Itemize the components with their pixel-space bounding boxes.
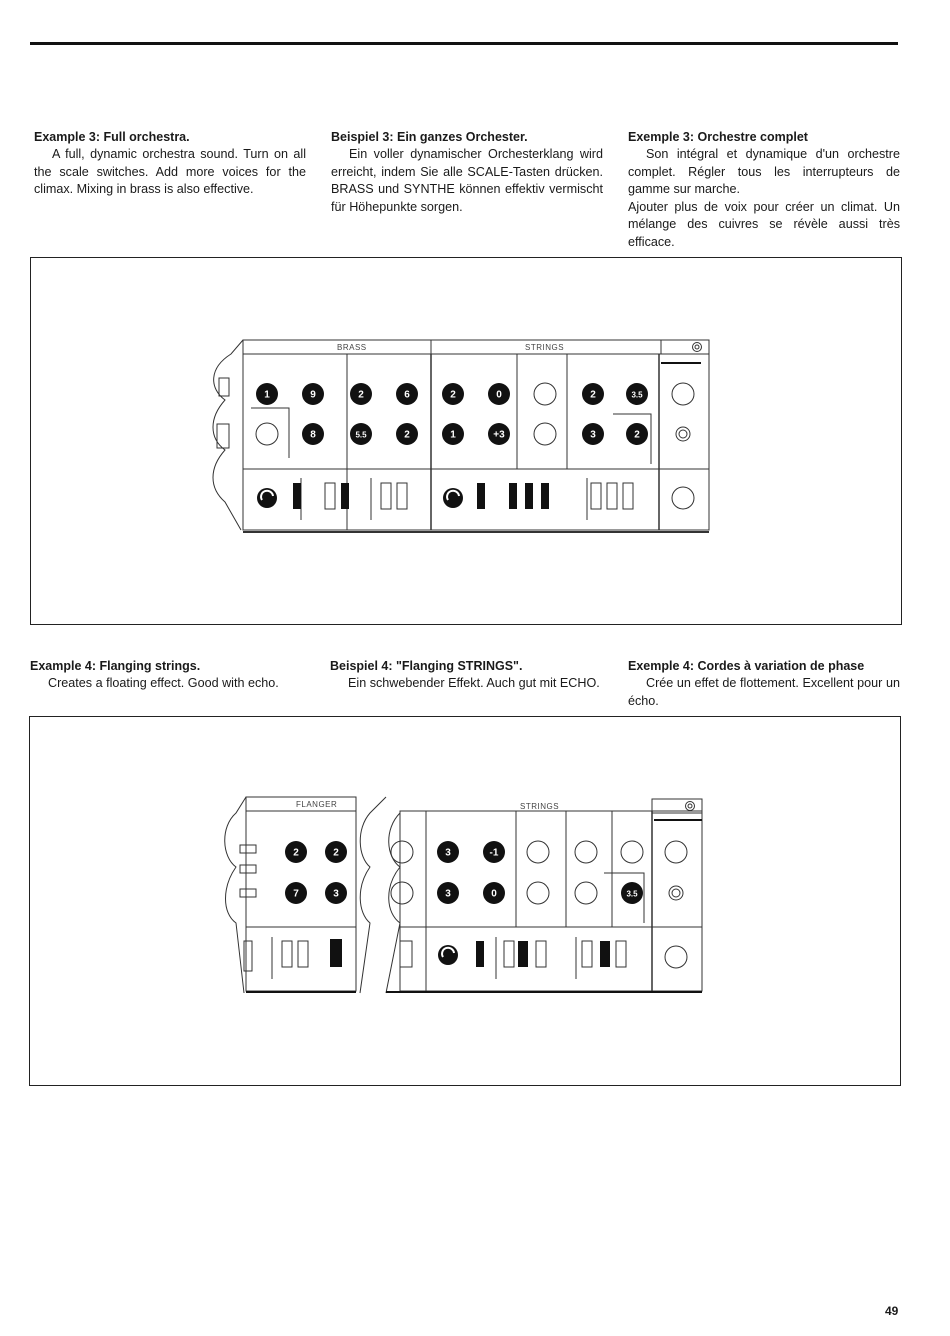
top-rule: [30, 42, 898, 45]
svg-text:3.5: 3.5: [626, 889, 638, 899]
ex4-strings-bottom-knob-1: [437, 882, 459, 904]
example3-german: [331, 129, 603, 216]
example4-knobs: [285, 841, 643, 904]
example3-french-title: Exemple 3: Orchestre complet: [628, 130, 808, 144]
svg-text:2: 2: [358, 389, 364, 401]
svg-text:3: 3: [445, 847, 451, 859]
svg-text:-1: -1: [489, 847, 499, 859]
ex4-flanger-top-knob-2: [325, 841, 347, 863]
example4-french: [628, 658, 900, 710]
page-number: 49: [885, 1304, 899, 1318]
svg-text:2: 2: [333, 847, 339, 859]
svg-text:9: 9: [310, 389, 316, 401]
svg-text:2: 2: [590, 389, 596, 401]
example4-panel: [29, 716, 901, 1086]
example4-english-body: Creates a floating effect. Good with echo.: [48, 676, 279, 690]
ex4-flanger-top-knob-1: [285, 841, 307, 863]
svg-text:+3: +3: [493, 429, 505, 441]
example4-english-title: Example 4: Flanging strings.: [30, 659, 201, 673]
svg-text:5.5: 5.5: [355, 430, 367, 440]
example3-french: [628, 129, 900, 251]
svg-text:6: 6: [404, 389, 410, 401]
brass-section-label: BRASS: [337, 343, 367, 352]
strings-section-label: STRINGS: [525, 343, 565, 352]
example3-knobs-top: [256, 383, 648, 405]
svg-text:7: 7: [293, 888, 299, 900]
strings-section-label-ex4: STRINGS: [520, 802, 560, 811]
ex3-bottom-knob-3: [396, 423, 418, 445]
svg-text:2: 2: [450, 389, 456, 401]
ex3-top-knob-1: [256, 383, 278, 405]
ex3-top-knob-4: [396, 383, 418, 405]
ex4-strings-top-knob-1: [437, 841, 459, 863]
ex3-bottom-knob-2: [350, 423, 372, 445]
svg-text:8: 8: [310, 429, 316, 441]
svg-text:0: 0: [491, 888, 497, 900]
svg-text:1: 1: [450, 429, 456, 441]
svg-text:2: 2: [293, 847, 299, 859]
ex3-bottom-knob-6: [582, 423, 604, 445]
example4-french-title: Exemple 4: Cordes à variation de phase: [628, 659, 865, 673]
ex3-bottom-knob-7: [626, 423, 648, 445]
svg-text:3.5: 3.5: [631, 390, 643, 400]
example3-french-body-2: Ajouter plus de voix pour créer un climat. Un mélange des cuivres se révèle aussi très efficace.: [628, 199, 900, 249]
ex3-top-knob-7: [582, 383, 604, 405]
svg-text:3: 3: [445, 888, 451, 900]
ex3-top-knob-8: [626, 383, 648, 405]
ex4-strings-top-knob-2: [483, 841, 505, 863]
example4-german-body: Ein schwebender Effekt. Auch gut mit ECHO.: [348, 676, 600, 690]
example3-english-title: Example 3: Full orchestra.: [34, 130, 190, 144]
svg-text:2: 2: [404, 429, 410, 441]
example3-german-title: Beispiel 3: Ein ganzes Orchester.: [331, 130, 528, 144]
ex4-flanger-bottom-knob-1: [285, 882, 307, 904]
example3-english-body: A full, dynamic orchestra sound. Turn on all the scale switches. Add more voices for the climax. Mixing in brass is also effective.: [34, 147, 306, 196]
ex3-bottom-knob-5: [488, 423, 510, 445]
ex4-strings-bottom-knob-2: [483, 882, 505, 904]
ex4-flanger-bottom-knob-2: [325, 882, 347, 904]
ex3-top-knob-2: [302, 383, 324, 405]
example4-french-body: Crée un effet de flottement. Excellent pour un écho.: [628, 676, 900, 708]
example3-german-body: Ein voller dynamischer Orchesterklang wird erreicht, indem Sie alle SCALE-Tasten drücken. BRASS und SYNTHE können effektiv vermischt für Höhepunkte sorgen.: [331, 147, 603, 214]
ex3-top-knob-6: [488, 383, 510, 405]
svg-text:3: 3: [590, 429, 596, 441]
example3-panel: [30, 257, 902, 625]
ex3-top-knob-3: [350, 383, 372, 405]
ex3-bottom-knob-4: [442, 423, 464, 445]
svg-text:3: 3: [333, 888, 339, 900]
example4-german: [330, 658, 602, 693]
ex4-strings-bottom-knob-3: [621, 882, 643, 904]
svg-text:0: 0: [496, 389, 502, 401]
flanger-section-label: FLANGER: [296, 800, 338, 809]
example3-english: [34, 129, 306, 199]
example4-english: [30, 658, 302, 693]
svg-text:1: 1: [264, 389, 270, 401]
example3-panel-diagram: [31, 258, 901, 624]
example3-french-body-1: Son intégral et dynamique d'un orchestre complet. Régler tous les interrupteurs de gamme sur marche.: [628, 147, 900, 196]
ex3-top-knob-5: [442, 383, 464, 405]
ex3-bottom-knob-1: [302, 423, 324, 445]
example3-knobs-bottom: [302, 423, 648, 445]
svg-text:2: 2: [634, 429, 640, 441]
example4-panel-diagram: [30, 717, 900, 1085]
example4-german-title: Beispiel 4: "Flanging STRINGS".: [330, 659, 523, 673]
